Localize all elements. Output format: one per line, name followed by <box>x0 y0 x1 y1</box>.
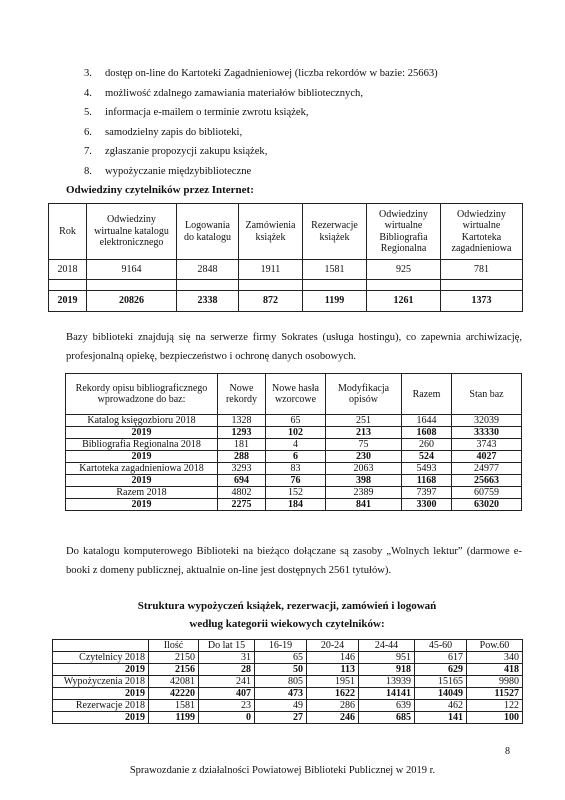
table-cell: 685 <box>359 712 415 724</box>
table-cell: 0 <box>199 712 255 724</box>
table-cell: 83 <box>266 463 326 475</box>
table-cell: 1168 <box>402 475 452 487</box>
table-cell: 925 <box>367 260 441 280</box>
table-cell: 1951 <box>307 676 359 688</box>
table-cell: 951 <box>359 652 415 664</box>
table-cell: 11527 <box>467 688 523 700</box>
table-cell: 4802 <box>218 487 266 499</box>
table-cell: 639 <box>359 700 415 712</box>
table-cell: 28 <box>199 664 255 676</box>
row-label: Wypożyczenia 2018 <box>53 676 149 688</box>
column-header: 20-24 <box>307 640 359 652</box>
column-header: Odwiedziny wirtualne katalogu elektronicznego <box>87 204 177 260</box>
column-header: 16-19 <box>255 640 307 652</box>
services-list <box>84 64 438 181</box>
table-cell: 113 <box>307 664 359 676</box>
table-cell: 15165 <box>415 676 467 688</box>
table-cell: 1608 <box>402 427 452 439</box>
column-header: Do lat 15 <box>199 640 255 652</box>
table-cell: 398 <box>326 475 402 487</box>
column-header: Ilość <box>149 640 199 652</box>
column-header: 45-60 <box>415 640 467 652</box>
table-cell: 25663 <box>452 475 522 487</box>
table-row <box>66 487 522 499</box>
table-row <box>66 463 522 475</box>
table-cell: 1261 <box>367 291 441 312</box>
ebooks-paragraph: Do katalogu komputerowego Biblioteki na bieżąco dołączane są zasoby „Wolnych lektur” (darmowe e-booki z domeny publicznej, aktualnie on-line jest dostępnych 2561 tytułów). <box>66 546 522 576</box>
table-row <box>49 291 523 312</box>
age-structure-table <box>52 639 523 724</box>
table-cell: 75 <box>326 439 402 451</box>
table-cell: 31 <box>199 652 255 664</box>
table-cell: 184 <box>266 499 326 511</box>
internet-visits-table <box>48 203 523 312</box>
table-cell: 146 <box>307 652 359 664</box>
table-row <box>66 499 522 511</box>
column-header: Nowe rekordy <box>218 374 266 415</box>
table-cell: 805 <box>255 676 307 688</box>
table-cell: 418 <box>467 664 523 676</box>
table-row <box>66 475 522 487</box>
list-item: 4. możliwość zdalnego zamawiania materiałów bibliotecznych, <box>84 87 363 99</box>
table-row <box>53 664 523 676</box>
table-cell: 1581 <box>149 700 199 712</box>
table-cell: 2019 <box>49 291 87 312</box>
page-footer: Sprawozdanie z działalności Powiatowej Biblioteki Publicznej w 2019 r. <box>129 765 436 776</box>
table-cell: 1293 <box>218 427 266 439</box>
table-cell: 122 <box>467 700 523 712</box>
table-cell: 694 <box>218 475 266 487</box>
column-header: Stan baz <box>452 374 522 415</box>
page-number: 8 <box>505 746 510 757</box>
row-label: Czytelnicy 2018 <box>53 652 149 664</box>
table-cell: 63020 <box>452 499 522 511</box>
table-cell: 14141 <box>359 688 415 700</box>
table-cell: 9980 <box>467 676 523 688</box>
table-cell: 5493 <box>402 463 452 475</box>
table-cell: 1199 <box>149 712 199 724</box>
table-cell: 27 <box>255 712 307 724</box>
column-header: Logowania do katalogu <box>177 204 239 260</box>
table-cell: 2848 <box>177 260 239 280</box>
table-cell: 1373 <box>441 291 523 312</box>
table-cell: 1622 <box>307 688 359 700</box>
table-cell: 33330 <box>452 427 522 439</box>
table-cell: 2275 <box>218 499 266 511</box>
table-row <box>66 451 522 463</box>
table-cell: 3300 <box>402 499 452 511</box>
column-header: Rekordy opisu bibliograficznego wprowadzone do baz: <box>66 374 218 415</box>
row-label: Kartoteka zagadnieniowa 2018 <box>66 463 218 475</box>
internet-visits-heading: Odwiedziny czytelników przez Internet: <box>66 184 254 196</box>
table-cell: 4 <box>266 439 326 451</box>
table-row <box>53 712 523 724</box>
row-label: Bibliografia Regionalna 2018 <box>66 439 218 451</box>
table-cell: 6 <box>266 451 326 463</box>
table-cell: 3743 <box>452 439 522 451</box>
table-cell: 65 <box>266 415 326 427</box>
table-cell: 3293 <box>218 463 266 475</box>
table-row <box>49 260 523 280</box>
table-cell: 246 <box>307 712 359 724</box>
row-label: 2019 <box>66 499 218 511</box>
row-label: Katalog księgozbioru 2018 <box>66 415 218 427</box>
column-header: Zamówienia książek <box>239 204 303 260</box>
column-header: Modyfikacja opisów <box>326 374 402 415</box>
row-label: 2019 <box>66 451 218 463</box>
list-item: 3. dostęp on-line do Kartoteki Zagadnieniowej (liczba rekordów w bazie: 25663) <box>84 68 438 79</box>
row-label: Razem 2018 <box>66 487 218 499</box>
row-label: 2019 <box>53 688 149 700</box>
table-spacer-row <box>49 280 523 291</box>
column-header: Pow.60 <box>467 640 523 652</box>
table-cell: 49 <box>255 700 307 712</box>
table-cell: 407 <box>199 688 255 700</box>
table-cell: 2389 <box>326 487 402 499</box>
table-cell: 841 <box>326 499 402 511</box>
list-item: 8. wypożyczanie międzybiblioteczne <box>84 165 252 177</box>
table-cell: 42220 <box>149 688 199 700</box>
column-header: Razem <box>402 374 452 415</box>
table-cell: 100 <box>467 712 523 724</box>
table-cell: 13939 <box>359 676 415 688</box>
table-cell: 2156 <box>149 664 199 676</box>
table-cell: 1581 <box>303 260 367 280</box>
table-cell: 152 <box>266 487 326 499</box>
table-cell: 629 <box>415 664 467 676</box>
table-cell: 230 <box>326 451 402 463</box>
table-row <box>53 676 523 688</box>
table-cell: 617 <box>415 652 467 664</box>
table-cell: 872 <box>239 291 303 312</box>
table-cell: 1644 <box>402 415 452 427</box>
list-item: 7. zgłaszanie propozycji zakupu książek, <box>84 146 268 157</box>
table-cell: 141 <box>415 712 467 724</box>
list-item: 6. samodzielny zapis do biblioteki, <box>84 126 243 138</box>
table-row <box>53 688 523 700</box>
table-cell: 2063 <box>326 463 402 475</box>
table-cell: 260 <box>402 439 452 451</box>
row-label: 2019 <box>53 712 149 724</box>
table-cell: 213 <box>326 427 402 439</box>
column-header: 24-44 <box>359 640 415 652</box>
table-cell: 473 <box>255 688 307 700</box>
table-cell: 24977 <box>452 463 522 475</box>
column-header: Rok <box>49 204 87 260</box>
row-label: 2019 <box>53 664 149 676</box>
records-table-body <box>66 415 522 511</box>
table-cell: 2150 <box>149 652 199 664</box>
table-row <box>66 415 522 427</box>
table-cell: 2018 <box>49 260 87 280</box>
table-cell: 462 <box>415 700 467 712</box>
column-header: Nowe hasła wzorcowe <box>266 374 326 415</box>
table-cell: 1328 <box>218 415 266 427</box>
table-cell: 340 <box>467 652 523 664</box>
table-cell: 32039 <box>452 415 522 427</box>
hosting-paragraph: Bazy biblioteki znajdują się na serwerze firmy Sokrates (usługa hostingu), co zapewnia archiwizację, profesjonalną opiekę, bezpieczeństwo i ochronę danych osobowych. <box>66 332 522 362</box>
table-row <box>66 427 522 439</box>
table-cell: 102 <box>266 427 326 439</box>
structure-title: Struktura wypożyczeń książek, rezerwacji, zamówień i logowań według kategorii wiekowych czytelników: <box>137 600 437 630</box>
table-cell: 524 <box>402 451 452 463</box>
table-cell: 23 <box>199 700 255 712</box>
table-row <box>53 700 523 712</box>
age-structure-table-body <box>53 652 523 724</box>
table-cell: 42081 <box>149 676 199 688</box>
table-cell: 781 <box>441 260 523 280</box>
table-row <box>66 439 522 451</box>
table-cell: 20826 <box>87 291 177 312</box>
table-cell: 7397 <box>402 487 452 499</box>
table-cell: 9164 <box>87 260 177 280</box>
row-label: Rezerwacje 2018 <box>53 700 149 712</box>
column-header: Rezerwacje książek <box>303 204 367 260</box>
table-cell: 14049 <box>415 688 467 700</box>
row-label: 2019 <box>66 475 218 487</box>
table-cell: 1199 <box>303 291 367 312</box>
table-cell: 2338 <box>177 291 239 312</box>
table-cell: 241 <box>199 676 255 688</box>
table-cell: 251 <box>326 415 402 427</box>
table-cell: 4027 <box>452 451 522 463</box>
table-cell: 76 <box>266 475 326 487</box>
column-header: Odwiedziny wirtualne Kartoteka zagadnieniowa <box>441 204 523 260</box>
table-cell: 181 <box>218 439 266 451</box>
table-cell: 1911 <box>239 260 303 280</box>
table-cell: 65 <box>255 652 307 664</box>
column-header <box>53 640 149 652</box>
table-cell: 286 <box>307 700 359 712</box>
table-cell: 288 <box>218 451 266 463</box>
table-cell: 60759 <box>452 487 522 499</box>
records-table <box>65 373 522 511</box>
table-cell: 918 <box>359 664 415 676</box>
table-cell: 50 <box>255 664 307 676</box>
list-item: 5. informacja e-mailem o terminie zwrotu książek, <box>84 107 309 118</box>
table-row <box>53 652 523 664</box>
row-label: 2019 <box>66 427 218 439</box>
column-header: Odwiedziny wirtualne Bibliografia Regionalna <box>367 204 441 260</box>
